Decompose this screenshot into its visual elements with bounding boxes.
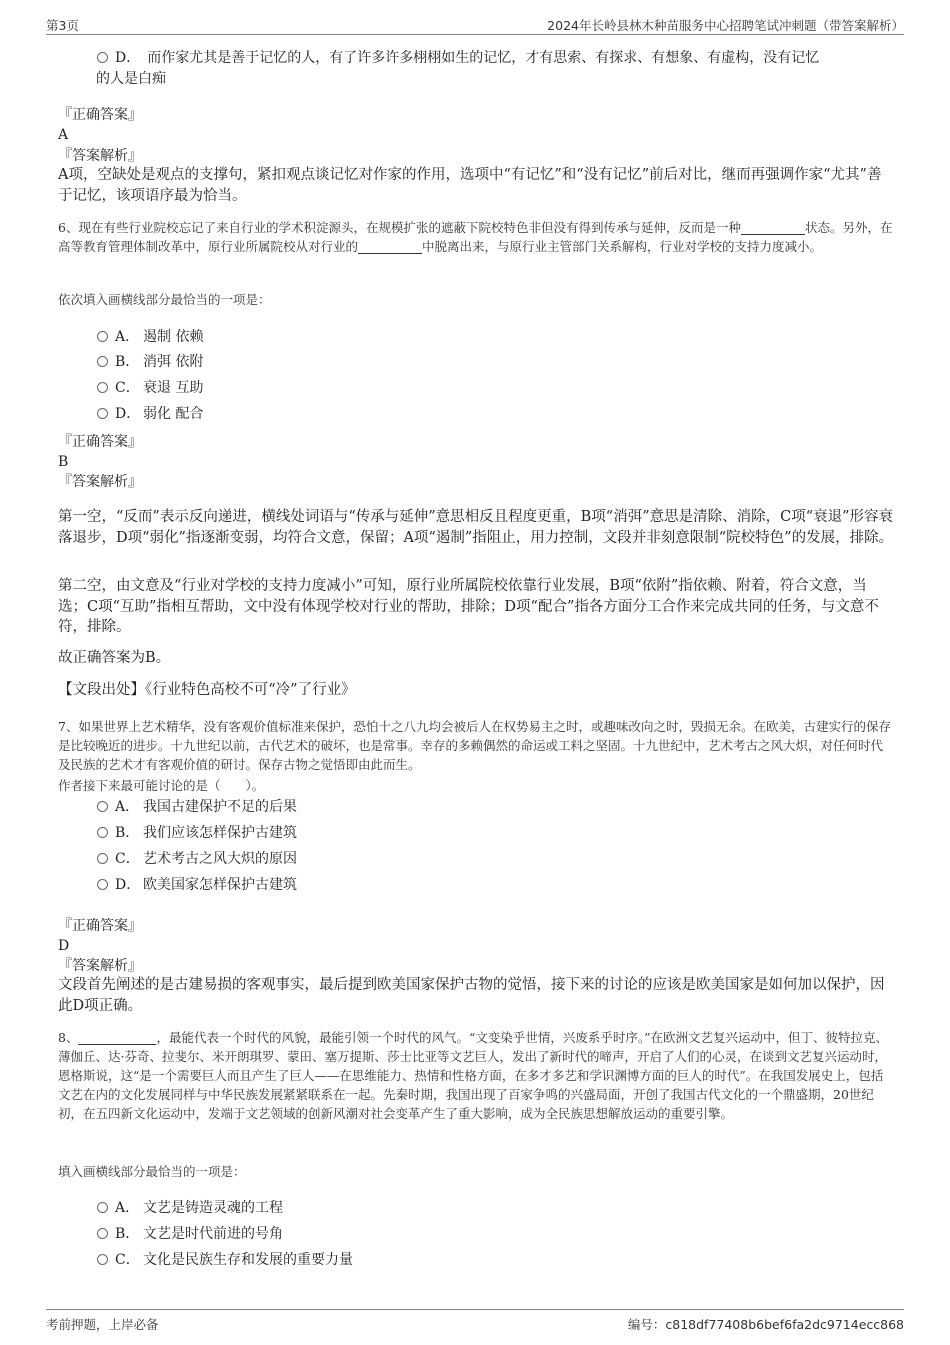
q7-option-b[interactable]: B． 我们应该怎样保护古建筑	[97, 823, 297, 843]
page-number: 第3页	[46, 18, 79, 33]
footer-slogan: 考前押题，上岸必备	[46, 1317, 159, 1332]
q7-option-d[interactable]: D． 欧美国家怎样保护古建筑	[97, 875, 297, 895]
q8-prompt: 填入画横线部分最恰当的一项是：	[58, 1164, 246, 1179]
q8-stem	[58, 1028, 894, 1123]
q8-option-b[interactable]: B． 文艺是时代前进的号角	[97, 1224, 283, 1244]
radio-icon[interactable]	[97, 879, 108, 890]
q5-option-d[interactable]	[97, 48, 819, 68]
q7-analysis: 文段首先阐述的是古建易损的客观事实，最后提到欧美国家保护古物的觉悟，接下来的讨论的应该是欧美国家是如何加以保护，因此D项正确。	[58, 977, 885, 1014]
q8-blank	[78, 1030, 156, 1045]
q5-analysis: A项，空缺处是观点的支撑句，紧扣观点谈记忆对作家的作用，选项中“有记忆”和“没有记忆”前后对比，继而再强调作家“尤其”善于记忆，该项语序最为恰当。	[58, 167, 882, 204]
q7-answer: D	[58, 938, 70, 954]
radio-icon[interactable]	[97, 1254, 108, 1265]
document-title: 2024年长岭县林木种苗服务中心招聘笔试冲刺题（带答案解析）	[547, 18, 904, 33]
q6-analysis-p1: 第一空，“反而”表示反向递进，横线处词语与“传承与延伸”意思相反且程度更重，B项“消弭”意思是清除、消除，C项“衰退”形容衰落退步，D项“弱化”指逐渐变弱，均符合文意，保留；A项“遏制”指阻止，用力控制，文段并非刻意限制“院校特色”的发展，排除。	[58, 509, 894, 546]
q5-analysis-label: 『答案解析』	[58, 148, 142, 164]
q8-stem-number: 8、	[58, 1030, 79, 1045]
q6-stem-part2: 状态。另外，在高等教育管理体制改革中，原行业所属院校从对行业的	[58, 220, 893, 254]
q8-stem-text: ，最能代表一个时代的风貌，最能引领一个时代的风气。“文变染乎世情，兴废系乎时序。”在欧洲文艺复兴运动中，但丁、彼特拉克、薄伽丘、达·芬奇、拉斐尔、米开朗琪罗、蒙田、塞万提斯、莎士比亚等文艺巨人，发出了新时代的啼声，开启了人们的心灵，在谈到文艺复兴运动时，恩格斯说，这“是一个需要巨人而且产生了巨人——在思维能力、热情和性格方面，在多才多艺和学识渊博方面的巨人的时代”。在我国发展史上，包括文艺在内的文化发展同样与中华民族发展紧紧联系在一起。先秦时期，我国出现了百家争鸣的兴盛局面，开创了我国古代文化的一个鼎盛期，20世纪初，在五四新文化运动中，发端于文艺领域的创新风潮对社会变革产生了重大影响，成为全民族思想解放运动的重要引擎。	[58, 1030, 888, 1121]
radio-icon[interactable]	[97, 1202, 108, 1213]
q6-stem	[58, 218, 894, 256]
q7-prompt: 作者接下来最可能讨论的是（ ）。	[58, 778, 265, 793]
q6-analysis-label: 『答案解析』	[58, 474, 142, 490]
q6-stem-part1: 6、现在有些行业院校忘记了来自行业的学术积淀源头，在规模扩张的遮蔽下院校特色非但没有得到传承与延伸，反而是一种	[58, 220, 741, 235]
radio-icon[interactable]	[97, 52, 108, 63]
radio-icon[interactable]	[97, 801, 108, 812]
q5-option-d-line2: 的人是白痴	[96, 71, 166, 87]
q6-analysis-p2: 第二空，由文意及“行业对学校的支持力度减小”可知，原行业所属院校依靠行业发展，B项“依附”指依赖、附着，符合文意，当选；C项“互助”指相互帮助，文中没有体现学校对行业的帮助，排除；D项“配合”指各方面分工合作来完成共同的任务，与文意不符，排除。	[58, 578, 879, 635]
radio-icon[interactable]	[97, 853, 108, 864]
q6-option-a[interactable]: A． 遏制 依赖	[97, 327, 203, 347]
q8-option-c[interactable]: C． 文化是民族生存和发展的重要力量	[97, 1250, 353, 1270]
q6-option-b[interactable]: B． 消弭 依附	[97, 352, 203, 372]
radio-icon[interactable]	[97, 382, 108, 393]
document-id: 编号：c818df77408b6bef6fa2dc9714ecc868	[627, 1317, 904, 1332]
radio-icon[interactable]	[97, 356, 108, 367]
q7-option-c[interactable]: C． 艺术考古之风大炽的原因	[97, 849, 297, 869]
page-header	[46, 14, 904, 35]
q7-stem: 7、如果世界上艺术精华，没有客观价值标准来保护，恐怕十之八九均会被后人在权势易主之时，或趣味改向之时，毁损无余。在欧美，古建实行的保存是比较晚近的进步。十九世纪以前，古代艺术的破坏，也是常事。幸存的多赖偶然的命运或工料之坚固。十九世纪中，艺术考古之风大炽，对任何时代及民族的艺术才有客观价值的研讨。保存古物之觉悟即由此而生。	[58, 719, 891, 772]
q6-answer-label: 『正确答案』	[58, 434, 142, 450]
q6-blank-2	[358, 239, 422, 254]
q6-conclusion: 故正确答案为B。	[58, 650, 171, 666]
q6-answer: B	[58, 454, 69, 470]
q6-option-c[interactable]: C． 衰退 互助	[97, 378, 203, 398]
radio-icon[interactable]	[97, 408, 108, 419]
q6-prompt: 依次填入画横线部分最恰当的一项是：	[58, 292, 271, 307]
radio-icon[interactable]	[97, 331, 108, 342]
q5-answer-label: 『正确答案』	[58, 107, 142, 123]
q6-blank-1	[741, 220, 805, 235]
q7-option-a[interactable]: A． 我国古建保护不足的后果	[97, 797, 297, 817]
radio-icon[interactable]	[97, 827, 108, 838]
page-footer	[46, 1309, 904, 1336]
q8-option-a[interactable]: A． 文艺是铸造灵魂的工程	[97, 1198, 283, 1218]
q6-source: 【文段出处】《行业特色高校不可“冷”了行业》	[58, 682, 356, 698]
q5-option-d-line1: D． 而作家尤其是善于记忆的人，有了许多许多栩栩如生的记忆，才有思索、有探求、有想象、有虚构，没有记忆	[115, 50, 820, 66]
q6-option-d[interactable]: D． 弱化 配合	[97, 404, 203, 424]
q7-analysis-label: 『答案解析』	[58, 958, 142, 974]
q7-answer-label: 『正确答案』	[58, 918, 142, 934]
radio-icon[interactable]	[97, 1228, 108, 1239]
q6-stem-part3: 中脱离出来，与原行业主管部门关系解构，行业对学校的支持力度减小。	[422, 239, 823, 254]
q5-answer: A	[58, 127, 69, 143]
